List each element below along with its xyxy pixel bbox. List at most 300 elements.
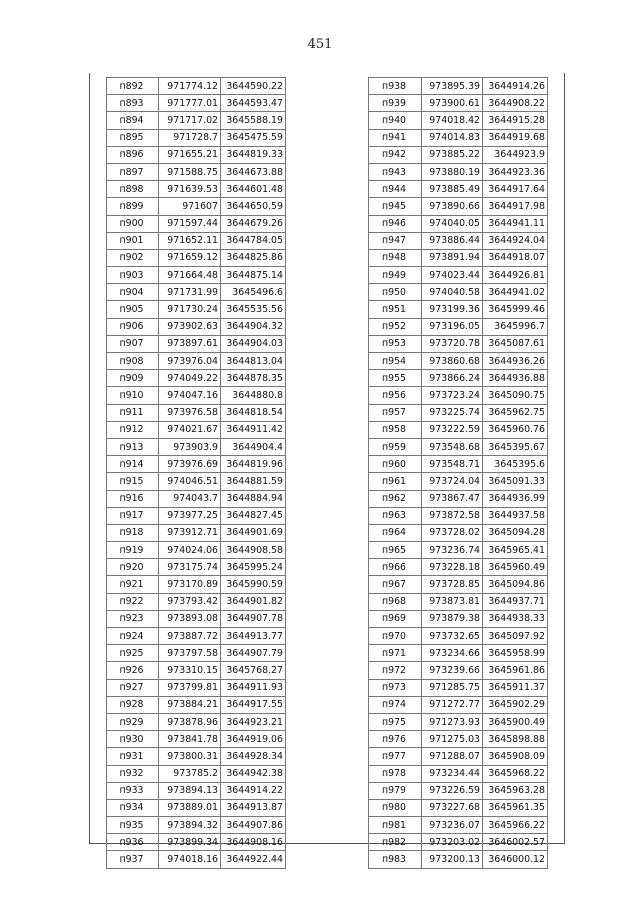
point-name-cell: п934 (107, 799, 159, 816)
x-coordinate-cell: 973548.68 (422, 438, 483, 455)
table-row (369, 456, 548, 473)
point-name-cell: п926 (107, 662, 159, 679)
table-row (369, 645, 548, 662)
table-row (369, 215, 548, 232)
x-coordinate-cell: 973793.42 (159, 593, 221, 610)
x-coordinate-cell: 973887.72 (159, 628, 221, 645)
y-coordinate-cell: 3644901.69 (221, 524, 286, 541)
x-coordinate-cell: 973912.71 (159, 524, 221, 541)
table-row (107, 559, 286, 576)
x-coordinate-cell: 973310.15 (159, 662, 221, 679)
x-coordinate-cell: 973902.63 (159, 318, 221, 335)
point-name-cell: п903 (107, 267, 159, 284)
y-coordinate-cell: 3644924.04 (483, 232, 548, 249)
point-name-cell: п963 (369, 507, 422, 524)
point-name-cell: п962 (369, 490, 422, 507)
x-coordinate-cell: 974049.22 (159, 370, 221, 387)
table-row (369, 662, 548, 679)
point-name-cell: п907 (107, 335, 159, 352)
point-name-cell: п978 (369, 765, 422, 782)
x-coordinate-cell: 974040.05 (422, 215, 483, 232)
x-coordinate-cell: 971607 (159, 198, 221, 215)
table-row (369, 95, 548, 112)
y-coordinate-cell: 3644936.99 (483, 490, 548, 507)
y-coordinate-cell: 3644590.22 (221, 78, 286, 95)
y-coordinate-cell: 3645961.86 (483, 662, 548, 679)
table-row (107, 610, 286, 627)
x-coordinate-cell: 971777.01 (159, 95, 221, 112)
x-coordinate-cell: 973891.94 (422, 249, 483, 266)
x-coordinate-cell: 974023.44 (422, 267, 483, 284)
y-coordinate-cell: 3644818.54 (221, 404, 286, 421)
x-coordinate-cell: 974040.58 (422, 284, 483, 301)
y-coordinate-cell: 3644878.35 (221, 370, 286, 387)
x-coordinate-cell: 973879.38 (422, 610, 483, 627)
table-row (369, 490, 548, 507)
table-row (369, 507, 548, 524)
x-coordinate-cell: 973976.69 (159, 456, 221, 473)
point-name-cell: п930 (107, 731, 159, 748)
point-name-cell: п964 (369, 524, 422, 541)
table-row (369, 593, 548, 610)
table-row (107, 404, 286, 421)
y-coordinate-cell: 3644593.47 (221, 95, 286, 112)
y-coordinate-cell: 3645962.75 (483, 404, 548, 421)
point-name-cell: п917 (107, 507, 159, 524)
x-coordinate-cell: 973226.59 (422, 782, 483, 799)
table-row (107, 524, 286, 541)
table-row (107, 731, 286, 748)
table-row (369, 249, 548, 266)
table-row (369, 559, 548, 576)
point-name-cell: п966 (369, 559, 422, 576)
x-coordinate-cell: 973199.36 (422, 301, 483, 318)
table-row (107, 301, 286, 318)
point-name-cell: п924 (107, 628, 159, 645)
y-coordinate-cell: 3645091.33 (483, 473, 548, 490)
coordinates-table-left (106, 77, 286, 869)
x-coordinate-cell: 973886.44 (422, 232, 483, 249)
table-row (107, 507, 286, 524)
y-coordinate-cell: 3644911.42 (221, 421, 286, 438)
point-name-cell: п974 (369, 696, 422, 713)
x-coordinate-cell: 971652.11 (159, 232, 221, 249)
table-row (369, 129, 548, 146)
x-coordinate-cell: 973890.66 (422, 198, 483, 215)
y-coordinate-cell: 3644908.22 (483, 95, 548, 112)
point-name-cell: п941 (369, 129, 422, 146)
y-coordinate-cell: 3645768.27 (221, 662, 286, 679)
point-name-cell: п948 (369, 249, 422, 266)
y-coordinate-cell: 3644941.02 (483, 284, 548, 301)
x-coordinate-cell: 973885.49 (422, 181, 483, 198)
table-row (369, 610, 548, 627)
table-row (369, 370, 548, 387)
point-name-cell: п923 (107, 610, 159, 627)
x-coordinate-cell: 971639.53 (159, 181, 221, 198)
x-coordinate-cell: 973228.18 (422, 559, 483, 576)
y-coordinate-cell: 3645902.29 (483, 696, 548, 713)
point-name-cell: п918 (107, 524, 159, 541)
y-coordinate-cell: 3645999.46 (483, 301, 548, 318)
table-row (369, 679, 548, 696)
x-coordinate-cell: 973234.66 (422, 645, 483, 662)
point-name-cell: п920 (107, 559, 159, 576)
table-row (107, 163, 286, 180)
x-coordinate-cell: 973894.32 (159, 817, 221, 834)
x-coordinate-cell: 974014.83 (422, 129, 483, 146)
y-coordinate-cell: 3644923.21 (221, 713, 286, 730)
table-row (107, 817, 286, 834)
y-coordinate-cell: 3644936.88 (483, 370, 548, 387)
y-coordinate-cell: 3644923.36 (483, 163, 548, 180)
point-name-cell: п947 (369, 232, 422, 249)
x-coordinate-cell: 973236.74 (422, 542, 483, 559)
table-row (369, 782, 548, 799)
y-coordinate-cell: 3644673.88 (221, 163, 286, 180)
table-row (369, 696, 548, 713)
x-coordinate-cell: 973724.04 (422, 473, 483, 490)
point-name-cell: п957 (369, 404, 422, 421)
y-coordinate-cell: 3644875.14 (221, 267, 286, 284)
x-coordinate-cell: 971655.21 (159, 146, 221, 163)
y-coordinate-cell: 3645094.86 (483, 576, 548, 593)
x-coordinate-cell: 973878.96 (159, 713, 221, 730)
x-coordinate-cell: 971730.24 (159, 301, 221, 318)
x-coordinate-cell: 973841.78 (159, 731, 221, 748)
y-coordinate-cell: 3644911.93 (221, 679, 286, 696)
point-name-cell: п958 (369, 421, 422, 438)
x-coordinate-cell: 973899.34 (159, 834, 221, 851)
y-coordinate-cell: 3644904.03 (221, 335, 286, 352)
y-coordinate-cell: 3644650.59 (221, 198, 286, 215)
x-coordinate-cell: 974018.42 (422, 112, 483, 129)
point-name-cell: п980 (369, 799, 422, 816)
table-row (369, 542, 548, 559)
table-row (369, 198, 548, 215)
y-coordinate-cell: 3644922.44 (221, 851, 286, 868)
point-name-cell: п929 (107, 713, 159, 730)
table-row (107, 267, 286, 284)
y-coordinate-cell: 3644679.26 (221, 215, 286, 232)
y-coordinate-cell: 3644813.04 (221, 353, 286, 370)
x-coordinate-cell: 973880.19 (422, 163, 483, 180)
x-coordinate-cell: 973893.08 (159, 610, 221, 627)
point-name-cell: п938 (369, 78, 422, 95)
point-name-cell: п895 (107, 129, 159, 146)
table-row (107, 232, 286, 249)
point-name-cell: п913 (107, 438, 159, 455)
table-row (107, 593, 286, 610)
y-coordinate-cell: 3644937.71 (483, 593, 548, 610)
y-coordinate-cell: 3645961.35 (483, 799, 548, 816)
table-row (107, 456, 286, 473)
table-row (107, 799, 286, 816)
x-coordinate-cell: 973889.01 (159, 799, 221, 816)
y-coordinate-cell: 3645963.28 (483, 782, 548, 799)
y-coordinate-cell: 3644913.87 (221, 799, 286, 816)
point-name-cell: п927 (107, 679, 159, 696)
table-row (107, 215, 286, 232)
table-row (369, 318, 548, 335)
table-row (107, 696, 286, 713)
point-name-cell: п975 (369, 713, 422, 730)
point-name-cell: п943 (369, 163, 422, 180)
point-name-cell: п951 (369, 301, 422, 318)
y-coordinate-cell: 3644904.4 (221, 438, 286, 455)
x-coordinate-cell: 973785.2 (159, 765, 221, 782)
y-coordinate-cell: 3645960.49 (483, 559, 548, 576)
point-name-cell: п970 (369, 628, 422, 645)
x-coordinate-cell: 971774.12 (159, 78, 221, 95)
point-name-cell: п914 (107, 456, 159, 473)
coordinates-table-right-body (369, 78, 548, 869)
x-coordinate-cell: 971288.07 (422, 748, 483, 765)
x-coordinate-cell: 973976.04 (159, 353, 221, 370)
table-row (369, 387, 548, 404)
table-row (107, 318, 286, 335)
y-coordinate-cell: 3644601.48 (221, 181, 286, 198)
y-coordinate-cell: 3644917.55 (221, 696, 286, 713)
x-coordinate-cell: 973797.58 (159, 645, 221, 662)
y-coordinate-cell: 3645087.61 (483, 335, 548, 352)
x-coordinate-cell: 971731.99 (159, 284, 221, 301)
point-name-cell: п896 (107, 146, 159, 163)
x-coordinate-cell: 973227.68 (422, 799, 483, 816)
y-coordinate-cell: 3646000.12 (483, 851, 548, 868)
point-name-cell: п928 (107, 696, 159, 713)
y-coordinate-cell: 3644884.94 (221, 490, 286, 507)
point-name-cell: п971 (369, 645, 422, 662)
y-coordinate-cell: 3644907.79 (221, 645, 286, 662)
point-name-cell: п973 (369, 679, 422, 696)
y-coordinate-cell: 3645395.67 (483, 438, 548, 455)
x-coordinate-cell: 973900.61 (422, 95, 483, 112)
table-row (369, 284, 548, 301)
point-name-cell: п937 (107, 851, 159, 868)
point-name-cell: п945 (369, 198, 422, 215)
page-number: 451 (307, 37, 333, 52)
point-name-cell: п939 (369, 95, 422, 112)
point-name-cell: п967 (369, 576, 422, 593)
point-name-cell: п892 (107, 78, 159, 95)
y-coordinate-cell: 3645966.22 (483, 817, 548, 834)
table-row (369, 765, 548, 782)
table-row (107, 490, 286, 507)
table-row (107, 249, 286, 266)
y-coordinate-cell: 3644926.81 (483, 267, 548, 284)
x-coordinate-cell: 973897.61 (159, 335, 221, 352)
point-name-cell: п936 (107, 834, 159, 851)
y-coordinate-cell: 3644914.26 (483, 78, 548, 95)
y-coordinate-cell: 3645898.88 (483, 731, 548, 748)
table-row (107, 353, 286, 370)
table-row (107, 473, 286, 490)
point-name-cell: п921 (107, 576, 159, 593)
x-coordinate-cell: 973239.66 (422, 662, 483, 679)
table-row (369, 713, 548, 730)
y-coordinate-cell: 3644928.34 (221, 748, 286, 765)
x-coordinate-cell: 973225.74 (422, 404, 483, 421)
point-name-cell: п960 (369, 456, 422, 473)
x-coordinate-cell: 971285.75 (422, 679, 483, 696)
y-coordinate-cell: 3645965.41 (483, 542, 548, 559)
x-coordinate-cell: 971659.12 (159, 249, 221, 266)
y-coordinate-cell: 3645395.6 (483, 456, 548, 473)
y-coordinate-cell: 3644904.32 (221, 318, 286, 335)
x-coordinate-cell: 973872.58 (422, 507, 483, 524)
y-coordinate-cell: 3644914.22 (221, 782, 286, 799)
y-coordinate-cell: 3644917.98 (483, 198, 548, 215)
y-coordinate-cell: 3644908.58 (221, 542, 286, 559)
x-coordinate-cell: 973175.74 (159, 559, 221, 576)
table-row (107, 645, 286, 662)
table-row (369, 628, 548, 645)
table-row (107, 662, 286, 679)
table-row (107, 438, 286, 455)
x-coordinate-cell: 973236.07 (422, 817, 483, 834)
point-name-cell: п919 (107, 542, 159, 559)
table-row (369, 301, 548, 318)
point-name-cell: п940 (369, 112, 422, 129)
y-coordinate-cell: 3645094.28 (483, 524, 548, 541)
point-name-cell: п898 (107, 181, 159, 198)
y-coordinate-cell: 3644784.05 (221, 232, 286, 249)
point-name-cell: п982 (369, 834, 422, 851)
y-coordinate-cell: 3645990.59 (221, 576, 286, 593)
table-row (369, 181, 548, 198)
point-name-cell: п949 (369, 267, 422, 284)
point-name-cell: п902 (107, 249, 159, 266)
point-name-cell: п933 (107, 782, 159, 799)
point-name-cell: п931 (107, 748, 159, 765)
x-coordinate-cell: 971588.75 (159, 163, 221, 180)
y-coordinate-cell: 3645090.75 (483, 387, 548, 404)
point-name-cell: п922 (107, 593, 159, 610)
x-coordinate-cell: 973977.25 (159, 507, 221, 524)
x-coordinate-cell: 973800.31 (159, 748, 221, 765)
y-coordinate-cell: 3644908.16 (221, 834, 286, 851)
x-coordinate-cell: 974046.51 (159, 473, 221, 490)
table-row (107, 765, 286, 782)
table-row (107, 679, 286, 696)
point-name-cell: п906 (107, 318, 159, 335)
x-coordinate-cell: 974043.7 (159, 490, 221, 507)
y-coordinate-cell: 3645958.99 (483, 645, 548, 662)
point-name-cell: п976 (369, 731, 422, 748)
table-row (107, 851, 286, 868)
point-name-cell: п893 (107, 95, 159, 112)
table-row (369, 731, 548, 748)
point-name-cell: п911 (107, 404, 159, 421)
x-coordinate-cell: 973799.81 (159, 679, 221, 696)
point-name-cell: п952 (369, 318, 422, 335)
x-coordinate-cell: 973732.65 (422, 628, 483, 645)
table-row (107, 782, 286, 799)
point-name-cell: п944 (369, 181, 422, 198)
x-coordinate-cell: 973723.24 (422, 387, 483, 404)
point-name-cell: п908 (107, 353, 159, 370)
x-coordinate-cell: 973728.85 (422, 576, 483, 593)
table-row (107, 542, 286, 559)
table-row (107, 748, 286, 765)
x-coordinate-cell: 974024.06 (159, 542, 221, 559)
table-row (369, 748, 548, 765)
point-name-cell: п900 (107, 215, 159, 232)
x-coordinate-cell: 973720.78 (422, 335, 483, 352)
table-row (107, 78, 286, 95)
y-coordinate-cell: 3644918.07 (483, 249, 548, 266)
y-coordinate-cell: 3644819.33 (221, 146, 286, 163)
table-row (369, 421, 548, 438)
point-name-cell: п910 (107, 387, 159, 404)
x-coordinate-cell: 971717.02 (159, 112, 221, 129)
y-coordinate-cell: 3644938.33 (483, 610, 548, 627)
x-coordinate-cell: 974021.67 (159, 421, 221, 438)
point-name-cell: п946 (369, 215, 422, 232)
y-coordinate-cell: 3645496.6 (221, 284, 286, 301)
y-coordinate-cell: 3644936.26 (483, 353, 548, 370)
table-row (107, 628, 286, 645)
table-row (369, 576, 548, 593)
x-coordinate-cell: 973884.21 (159, 696, 221, 713)
x-coordinate-cell: 973895.39 (422, 78, 483, 95)
y-coordinate-cell: 3645968.22 (483, 765, 548, 782)
point-name-cell: п912 (107, 421, 159, 438)
point-name-cell: п961 (369, 473, 422, 490)
y-coordinate-cell: 3644913.77 (221, 628, 286, 645)
x-coordinate-cell: 973234.44 (422, 765, 483, 782)
table-row (107, 834, 286, 851)
y-coordinate-cell: 3645911.37 (483, 679, 548, 696)
x-coordinate-cell: 973196.05 (422, 318, 483, 335)
y-coordinate-cell: 3644942.38 (221, 765, 286, 782)
point-name-cell: п965 (369, 542, 422, 559)
y-coordinate-cell: 3644937.58 (483, 507, 548, 524)
table-row (369, 163, 548, 180)
y-coordinate-cell: 3645097.92 (483, 628, 548, 645)
table-row (369, 78, 548, 95)
table-row (369, 524, 548, 541)
table-row (369, 232, 548, 249)
point-name-cell: п955 (369, 370, 422, 387)
y-coordinate-cell: 3644825.86 (221, 249, 286, 266)
point-name-cell: п950 (369, 284, 422, 301)
x-coordinate-cell: 973200.13 (422, 851, 483, 868)
table-row (107, 387, 286, 404)
x-coordinate-cell: 973548.71 (422, 456, 483, 473)
x-coordinate-cell: 971728.7 (159, 129, 221, 146)
y-coordinate-cell: 3645475.59 (221, 129, 286, 146)
y-coordinate-cell: 3644827.45 (221, 507, 286, 524)
x-coordinate-cell: 973860.68 (422, 353, 483, 370)
point-name-cell: п905 (107, 301, 159, 318)
point-name-cell: п979 (369, 782, 422, 799)
coordinates-table-left-body (107, 78, 286, 869)
x-coordinate-cell: 973976.58 (159, 404, 221, 421)
x-coordinate-cell: 973170.89 (159, 576, 221, 593)
table-row (107, 129, 286, 146)
x-coordinate-cell: 971272.77 (422, 696, 483, 713)
table-row (107, 421, 286, 438)
table-row (369, 146, 548, 163)
y-coordinate-cell: 3645908.09 (483, 748, 548, 765)
point-name-cell: п942 (369, 146, 422, 163)
x-coordinate-cell: 973866.24 (422, 370, 483, 387)
point-name-cell: п956 (369, 387, 422, 404)
y-coordinate-cell: 3644819.96 (221, 456, 286, 473)
point-name-cell: п969 (369, 610, 422, 627)
